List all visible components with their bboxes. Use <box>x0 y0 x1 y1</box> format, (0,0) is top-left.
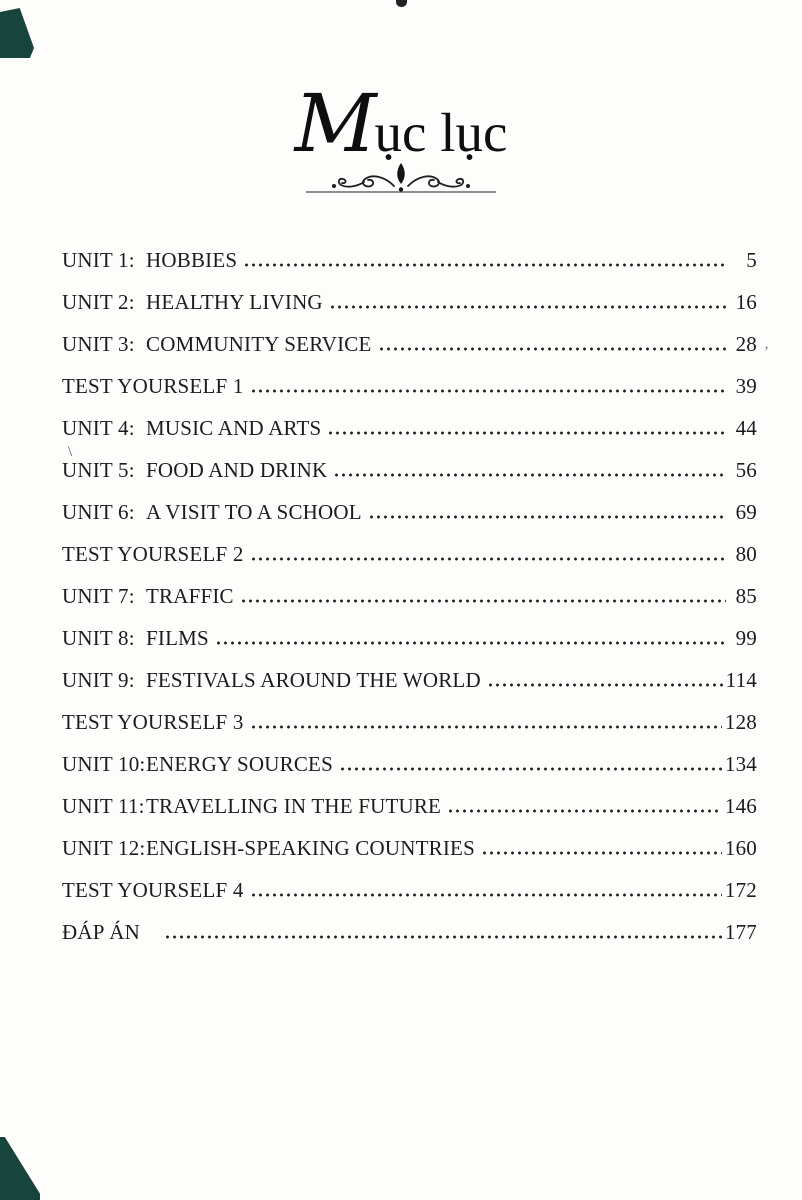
page-number: 99 <box>735 626 757 650</box>
toc-entry-title: FOOD AND DRINK <box>146 458 328 482</box>
toc-entry-prefix: UNIT 3: <box>62 332 135 356</box>
leaf-icon <box>397 163 405 184</box>
toc-entry <box>62 500 757 542</box>
dot-leader <box>339 767 722 771</box>
toc-entry-title: ENERGY SOURCES <box>146 752 333 776</box>
toc-entry-prefix: UNIT 10: <box>62 752 146 776</box>
toc-entry-prefix: UNIT 12: <box>62 836 146 860</box>
toc-entry <box>62 920 757 962</box>
dot-leader <box>250 725 722 729</box>
toc-entry <box>62 752 757 794</box>
toc-entry-prefix: UNIT 5: <box>62 458 135 482</box>
toc-entry <box>62 794 757 836</box>
scan-artifact-apostrophe: ’ <box>764 344 769 360</box>
toc-entry <box>62 626 757 668</box>
dot-leader <box>240 599 726 603</box>
toc-entry-prefix: UNIT 6: <box>62 500 135 524</box>
toc-entry <box>62 416 757 458</box>
page-title-rest: ục lục <box>374 102 508 163</box>
toc-entry-title: FILMS <box>146 626 209 650</box>
toc-entry <box>62 290 757 332</box>
toc-entry <box>62 374 757 416</box>
page-number: 160 <box>724 836 757 860</box>
toc-entry <box>62 878 757 920</box>
toc-entry-prefix: UNIT 11: <box>62 794 145 818</box>
toc-entry-prefix: UNIT 2: <box>62 290 135 314</box>
toc-entry-prefix: UNIT 4: <box>62 416 135 440</box>
floral-flourish-divider-icon <box>306 160 496 198</box>
page-number: 5 <box>746 248 757 272</box>
toc-entry <box>62 248 757 290</box>
toc-entry-title: TEST YOURSELF 2 <box>62 542 244 566</box>
toc-entry-title: A VISIT TO A SCHOOL <box>146 500 362 524</box>
dot-leader <box>333 473 726 477</box>
toc-entry <box>62 458 757 500</box>
dot-leader <box>250 893 722 897</box>
toc-entry-title: TRAVELLING IN THE FUTURE <box>146 794 442 818</box>
page-number: 28 <box>735 332 757 356</box>
page-number: 177 <box>724 920 757 944</box>
toc-entry-title: TEST YOURSELF 4 <box>62 878 244 902</box>
toc-entry-prefix: UNIT 7: <box>62 584 135 608</box>
page-number: 128 <box>724 710 757 734</box>
toc-entry-title: TEST YOURSELF 3 <box>62 710 244 734</box>
table-of-contents <box>62 248 757 962</box>
toc-entry-title: COMMUNITY SERVICE <box>146 332 372 356</box>
scan-artifact-backslash: \ <box>68 444 73 460</box>
page-number: 85 <box>735 584 757 608</box>
dot-leader <box>378 347 726 351</box>
dot-leader <box>487 683 723 687</box>
toc-entry <box>62 584 757 626</box>
dot-leader <box>481 851 722 855</box>
dot-leader <box>250 557 726 561</box>
toc-entry-prefix: UNIT 8: <box>62 626 135 650</box>
page-number: 44 <box>735 416 757 440</box>
toc-entry-title: ENGLISH-SPEAKING COUNTRIES <box>146 836 475 860</box>
toc-entry <box>62 542 757 584</box>
page-number: 39 <box>735 374 757 398</box>
dot-leader <box>447 809 722 813</box>
dot-leader <box>329 305 726 309</box>
toc-entry-title: TEST YOURSELF 1 <box>62 374 244 398</box>
toc-entry-title: TRAFFIC <box>146 584 234 608</box>
dot-leader <box>215 641 726 645</box>
toc-entry-title: HOBBIES <box>146 248 238 272</box>
page-number: 69 <box>735 500 757 524</box>
dot-leader <box>327 431 726 435</box>
book-cover-corner-bottom-left <box>0 1137 40 1200</box>
toc-entry <box>62 668 757 710</box>
toc-entry <box>62 710 757 752</box>
toc-entry <box>62 332 757 374</box>
toc-entry-title: MUSIC AND ARTS <box>146 416 322 440</box>
dot-leader <box>164 935 722 939</box>
page-number: 56 <box>735 458 757 482</box>
toc-entry-prefix: UNIT 9: <box>62 668 135 692</box>
page-number: 80 <box>735 542 757 566</box>
page-title <box>0 0 802 170</box>
dot-leader <box>243 263 726 267</box>
toc-entry <box>62 836 757 878</box>
dot-leader <box>250 389 726 393</box>
page-number: 172 <box>724 878 757 902</box>
toc-entry-title: FESTIVALS AROUND THE WORLD <box>146 668 481 692</box>
page-title-initial: M <box>294 77 375 170</box>
page-number: 114 <box>725 668 757 692</box>
toc-entry-title: ĐÁP ÁN <box>62 920 141 944</box>
toc-entry-title: HEALTHY LIVING <box>146 290 323 314</box>
dot-leader <box>368 515 726 519</box>
page-number: 134 <box>724 752 757 776</box>
page-number: 146 <box>724 794 757 818</box>
toc-entry-prefix: UNIT 1: <box>62 248 135 272</box>
page-number: 16 <box>735 290 757 314</box>
